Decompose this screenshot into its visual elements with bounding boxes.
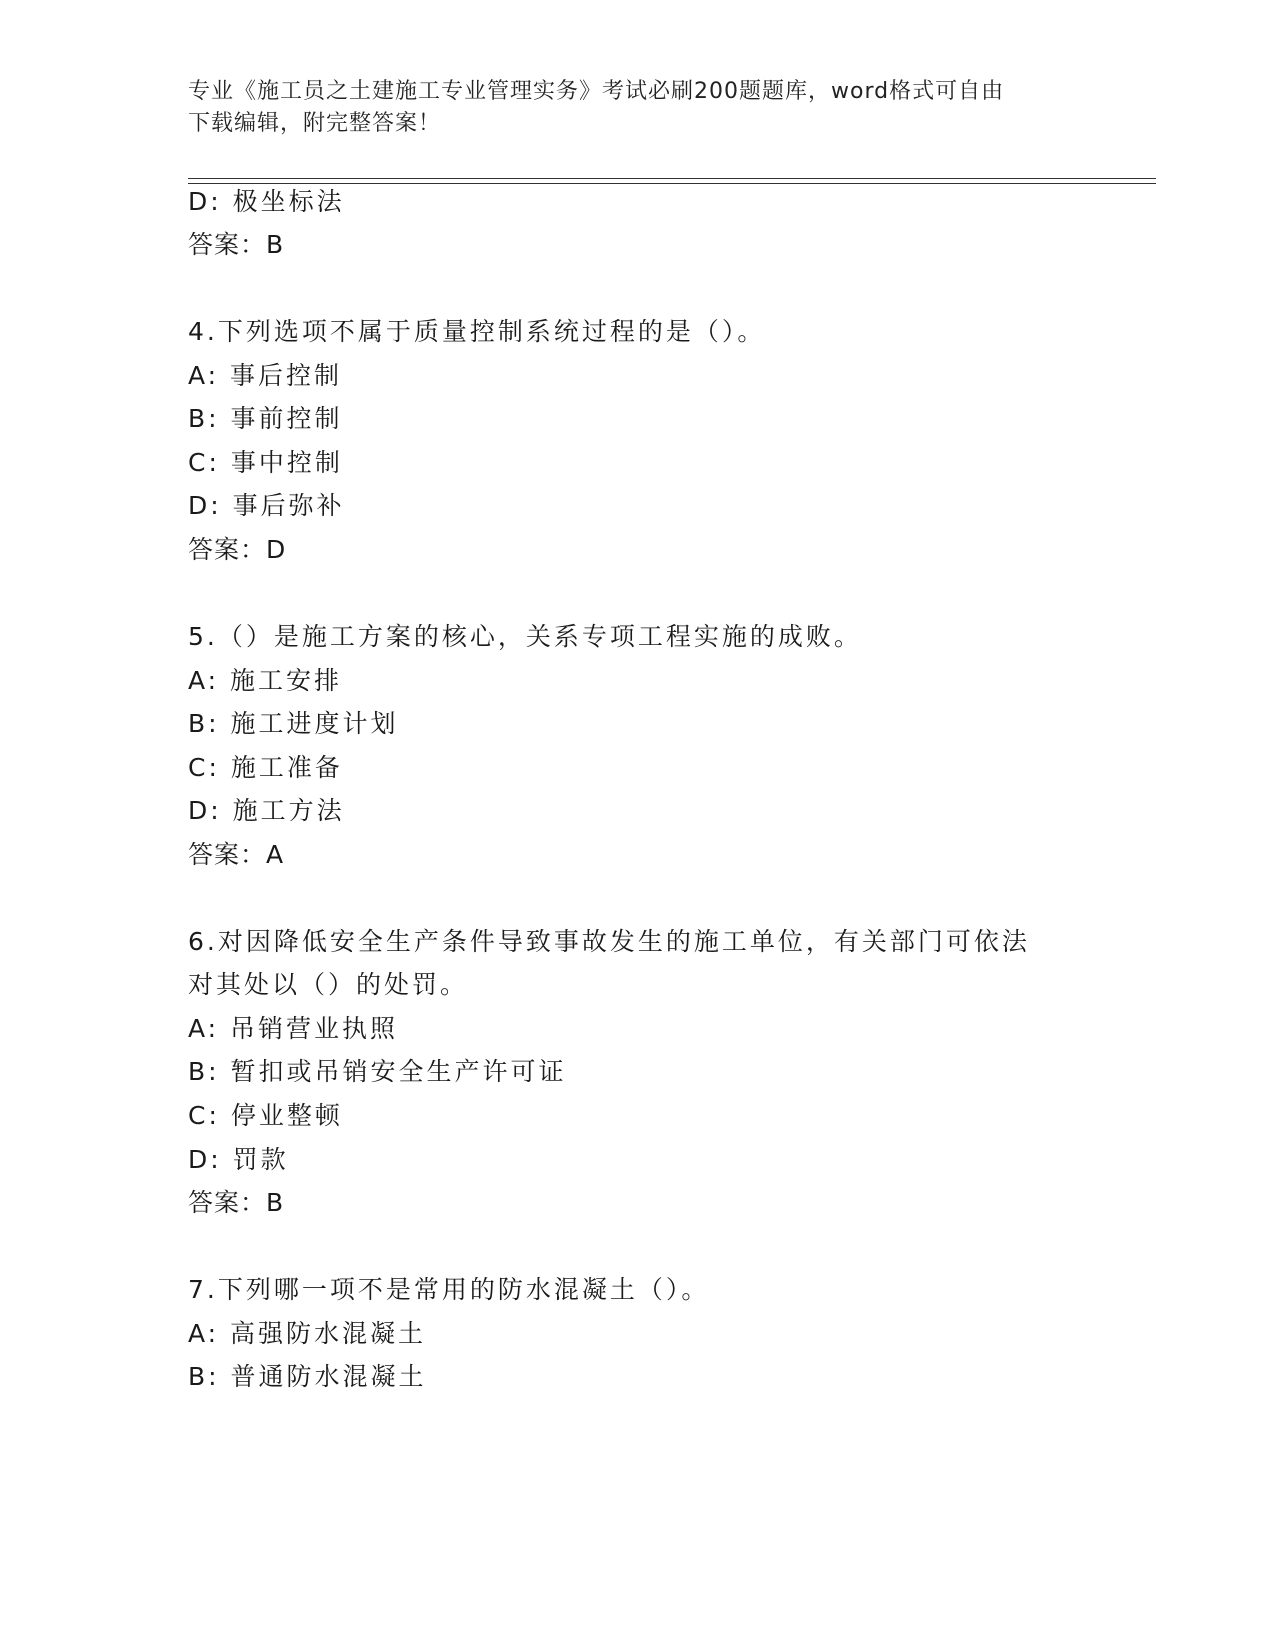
question-6-line-1: 6.对因降低安全生产条件导致事故发生的施工单位，有关部门可依法 xyxy=(188,927,1030,956)
option-b: B: 施工进度计划 xyxy=(188,709,399,738)
question-7: 7.下列哪一项不是常用的防水混凝土（）。 xyxy=(188,1275,710,1304)
header-line-1: 专业《施工员之土建施工专业管理实务》考试必刷200题题库，word格式可自由 xyxy=(188,79,1005,104)
option-a: A: 高强防水混凝土 xyxy=(188,1319,427,1348)
option-c: C: 停业整顿 xyxy=(188,1101,343,1130)
answer: 答案：A xyxy=(188,840,285,869)
question-6-line-2: 对其处以（）的处罚。 xyxy=(188,970,469,999)
option-d: D: 极坐标法 xyxy=(188,187,345,216)
option-d: D: 施工方法 xyxy=(188,796,345,825)
option-c: C: 事中控制 xyxy=(188,448,343,477)
question-4: 4.下列选项不属于质量控制系统过程的是（）。 xyxy=(188,317,766,346)
answer: 答案：B xyxy=(188,1188,285,1217)
option-d: D: 罚款 xyxy=(188,1145,289,1174)
option-c: C: 施工准备 xyxy=(188,753,343,782)
header-rule-bottom xyxy=(188,183,1156,184)
option-b: B: 普通防水混凝土 xyxy=(188,1362,427,1391)
option-b: B: 事前控制 xyxy=(188,404,343,433)
option-a: A: 事后控制 xyxy=(188,361,343,390)
answer: 答案：B xyxy=(188,230,285,259)
option-a: A: 吊销营业执照 xyxy=(188,1014,399,1043)
option-a: A: 施工安排 xyxy=(188,666,343,695)
question-5: 5.（）是施工方案的核心，关系专项工程实施的成败。 xyxy=(188,622,862,651)
header-rule-top xyxy=(188,178,1156,179)
header-line-2: 下载编辑，附完整答案！ xyxy=(188,111,442,136)
document-header xyxy=(188,76,1088,140)
answer: 答案：D xyxy=(188,535,287,564)
option-b: B: 暂扣或吊销安全生产许可证 xyxy=(188,1057,567,1086)
option-d: D: 事后弥补 xyxy=(188,491,345,520)
